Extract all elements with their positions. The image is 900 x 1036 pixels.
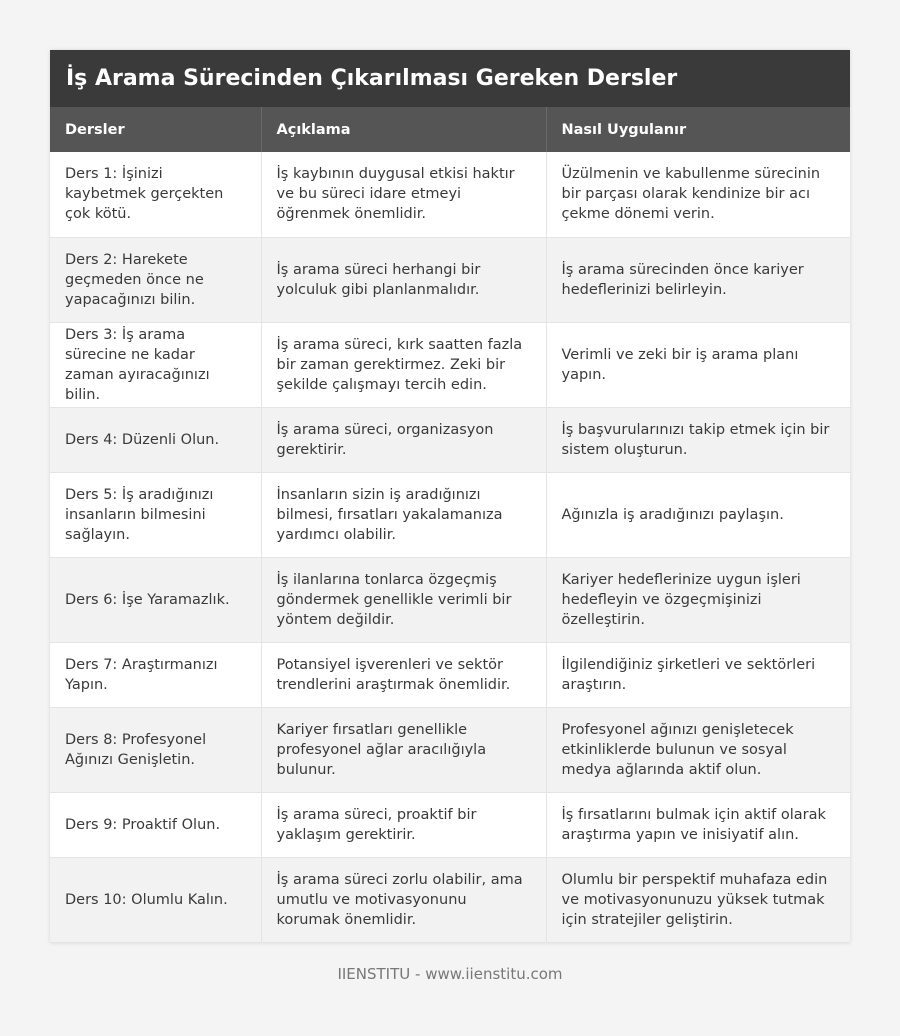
column-header-how: Nasıl Uygulanır <box>546 107 850 152</box>
how-cell: Kariyer hedeflerinize uygun işleri hedefleyin ve özgeçmişinizi özelleştirin. <box>546 557 850 642</box>
lessons-card <box>50 50 850 943</box>
lesson-cell: Ders 4: Düzenli Olun. <box>50 407 261 472</box>
description-cell: İş arama süreci, proaktif bir yaklaşım gerektirir. <box>261 792 546 857</box>
lesson-cell: Ders 2: Harekete geçmeden önce ne yapacağınızı bilin. <box>50 237 261 322</box>
lesson-cell: Ders 8: Profesyonel Ağınızı Genişletin. <box>50 707 261 792</box>
footer-credit: IIENSTITU - www.iienstitu.com <box>337 965 563 983</box>
description-cell: Kariyer fırsatları genellikle profesyonel ağlar aracılığıyla bulunur. <box>261 707 546 792</box>
lesson-cell: Ders 10: Olumlu Kalın. <box>50 857 261 942</box>
how-cell: Üzülmenin ve kabullenme sürecinin bir parçası olarak kendinize bir acı çekme dönemi verin. <box>546 152 850 237</box>
table-row <box>50 407 850 472</box>
how-cell: İş başvurularınızı takip etmek için bir sistem oluşturun. <box>546 407 850 472</box>
description-cell: Potansiyel işverenleri ve sektör trendlerini araştırmak önemlidir. <box>261 642 546 707</box>
lesson-cell: Ders 3: İş arama sürecine ne kadar zaman ayıracağınızı bilin. <box>50 322 261 407</box>
lesson-cell: Ders 6: İşe Yaramazlık. <box>50 557 261 642</box>
description-cell: İş kaybının duygusal etkisi haktır ve bu süreci idare etmeyi öğrenmek önemlidir. <box>261 152 546 237</box>
table-row <box>50 472 850 557</box>
description-cell: İş arama süreci zorlu olabilir, ama umutlu ve motivasyonunu korumak önemlidir. <box>261 857 546 942</box>
table-row <box>50 237 850 322</box>
description-cell: İnsanların sizin iş aradığınızı bilmesi, fırsatları yakalamanıza yardımcı olabilir. <box>261 472 546 557</box>
lesson-cell: Ders 5: İş aradığınızı insanların bilmesini sağlayın. <box>50 472 261 557</box>
table-row <box>50 557 850 642</box>
page-title: İş Arama Sürecinden Çıkarılması Gereken Dersler <box>50 50 850 107</box>
lesson-cell: Ders 1: İşinizi kaybetmek gerçekten çok kötü. <box>50 152 261 237</box>
table-row <box>50 707 850 792</box>
how-cell: Ağınızla iş aradığınızı paylaşın. <box>546 472 850 557</box>
table-row <box>50 322 850 407</box>
table-row <box>50 152 850 237</box>
description-cell: İş ilanlarına tonlarca özgeçmiş göndermek genellikle verimli bir yöntem değildir. <box>261 557 546 642</box>
table-header-row <box>50 107 850 152</box>
column-header-lessons: Dersler <box>50 107 261 152</box>
how-cell: Profesyonel ağınızı genişletecek etkinliklerde bulunun ve sosyal medya ağlarında aktif olun. <box>546 707 850 792</box>
column-header-description: Açıklama <box>261 107 546 152</box>
table-row <box>50 792 850 857</box>
how-cell: İş arama sürecinden önce kariyer hedeflerinizi belirleyin. <box>546 237 850 322</box>
how-cell: İş fırsatlarını bulmak için aktif olarak araştırma yapın ve inisiyatif alın. <box>546 792 850 857</box>
table-row <box>50 857 850 942</box>
description-cell: İş arama süreci, kırk saatten fazla bir zaman gerektirmez. Zeki bir şekilde çalışmayı tercih edin. <box>261 322 546 407</box>
lesson-cell: Ders 7: Araştırmanızı Yapın. <box>50 642 261 707</box>
how-cell: Olumlu bir perspektif muhafaza edin ve motivasyonunuzu yüksek tutmak için stratejiler geliştirin. <box>546 857 850 942</box>
table-row <box>50 642 850 707</box>
how-cell: İlgilendiğiniz şirketleri ve sektörleri araştırın. <box>546 642 850 707</box>
lessons-table <box>50 107 850 943</box>
description-cell: İş arama süreci, organizasyon gerektirir. <box>261 407 546 472</box>
description-cell: İş arama süreci herhangi bir yolculuk gibi planlanmalıdır. <box>261 237 546 322</box>
lesson-cell: Ders 9: Proaktif Olun. <box>50 792 261 857</box>
how-cell: Verimli ve zeki bir iş arama planı yapın. <box>546 322 850 407</box>
